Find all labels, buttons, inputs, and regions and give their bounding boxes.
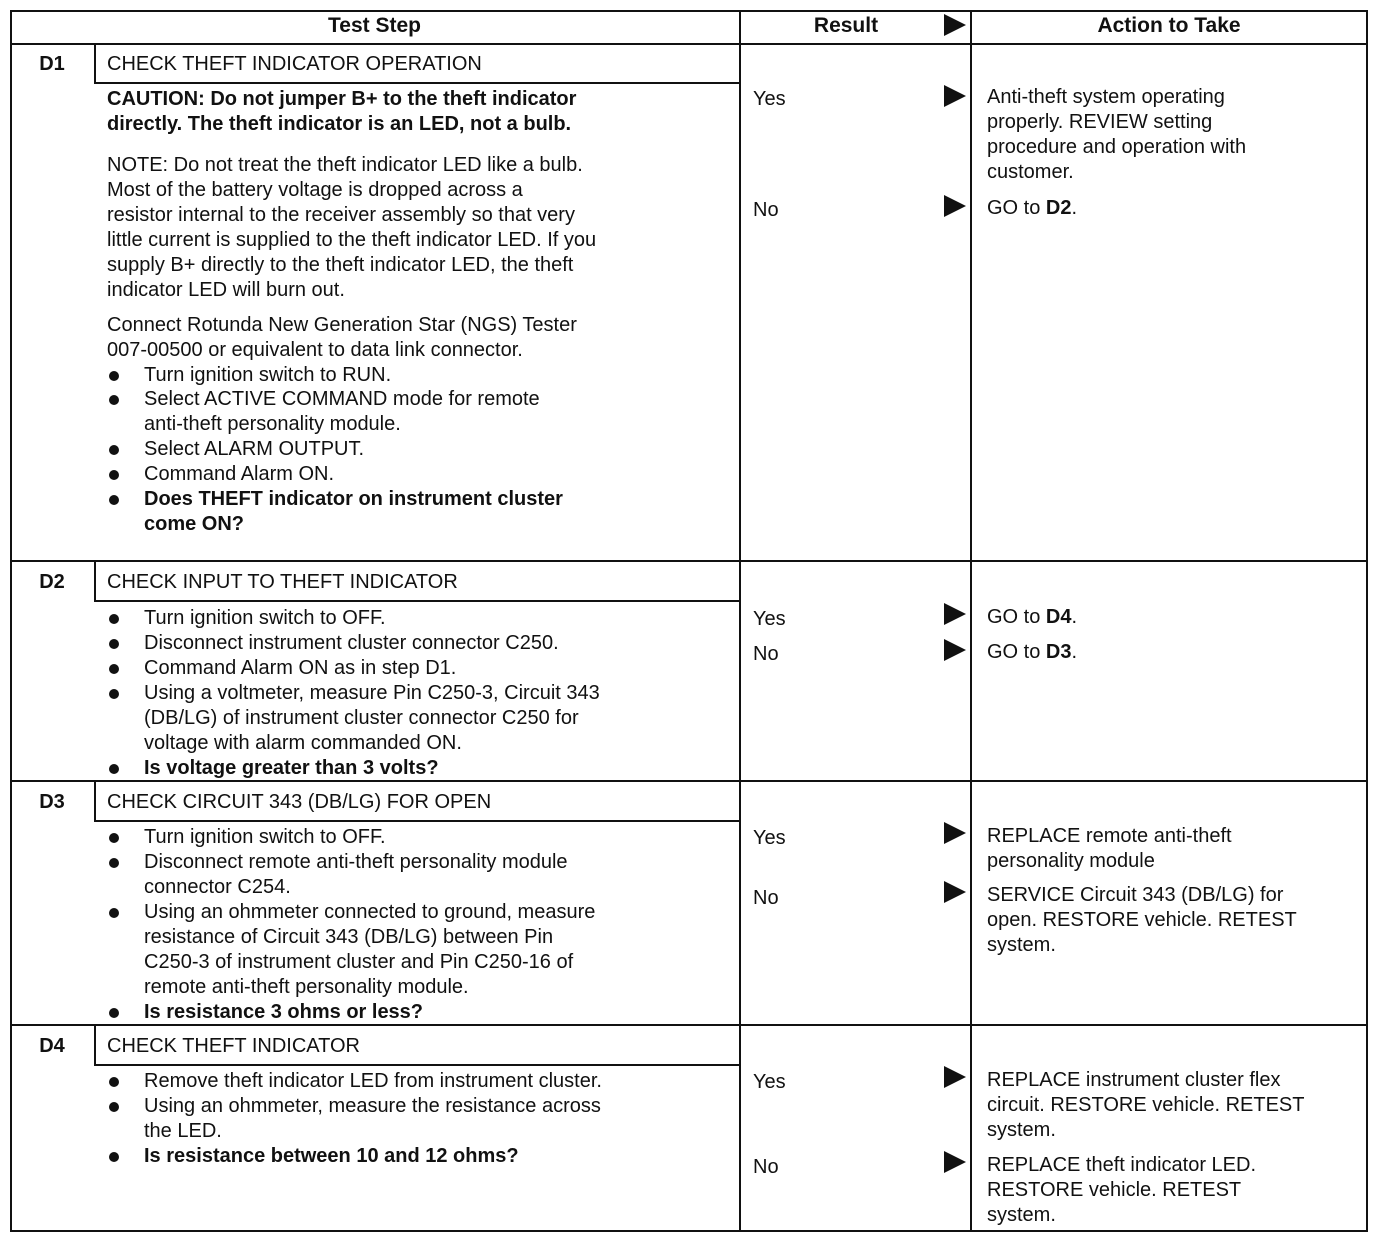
step-title: CHECK THEFT INDICATOR: [107, 1035, 360, 1057]
note-line: NOTE: Do not treat the theft indicator LED like a bulb.: [107, 154, 583, 176]
bullet-icon: [107, 764, 121, 778]
intro-line: 007-00500 or equivalent to data link connector.: [107, 339, 523, 361]
bullet-icon: [107, 1077, 121, 1091]
header-arrow-icon: [944, 14, 966, 36]
bullet-text: remote anti-theft personality module.: [144, 976, 469, 998]
bullet-text: the LED.: [144, 1120, 222, 1142]
bullet-text: voltage with alarm commanded ON.: [144, 732, 462, 754]
action-line: REPLACE instrument cluster flex: [987, 1069, 1281, 1091]
action-line: [987, 605, 1077, 630]
action-line: [987, 640, 1077, 665]
action-line: system.: [987, 934, 1056, 956]
bullet-text: Command Alarm ON as in step D1.: [144, 657, 457, 679]
bullet-question: Is resistance 3 ohms or less?: [144, 1001, 424, 1023]
bullet-icon: [107, 639, 121, 653]
result-yes: Yes: [753, 827, 786, 849]
arrow-icon: [944, 1066, 966, 1088]
table-border-top: [10, 10, 1368, 12]
arrow-icon: [944, 822, 966, 844]
intro-line: Connect Rotunda New Generation Star (NGS) Tester: [107, 314, 577, 336]
step-id-divider-d4: [94, 1025, 96, 1066]
action-suffix: .: [1071, 606, 1078, 628]
bullet-icon: [107, 664, 121, 678]
action-prefix: GO to: [987, 606, 1046, 628]
bullet-text: connector C254.: [144, 876, 291, 898]
action-line: REPLACE remote anti-theft: [987, 825, 1232, 847]
bullet-question: Is resistance between 10 and 12 ohms?: [144, 1145, 519, 1167]
result-yes: Yes: [753, 88, 786, 110]
bullet-text: C250-3 of instrument cluster and Pin C250-16 of: [144, 951, 574, 973]
title-divider-d2: [94, 600, 740, 602]
title-divider-d3: [94, 820, 740, 822]
table-border-bottom: [10, 1230, 1368, 1232]
step-id: D1: [39, 53, 65, 75]
bullet-text: anti-theft personality module.: [144, 413, 401, 435]
bullet-text: (DB/LG) of instrument cluster connector C250 for: [144, 707, 579, 729]
bullet-text: Using a voltmeter, measure Pin C250-3, Circuit 343: [144, 682, 600, 704]
action-line: system.: [987, 1204, 1056, 1226]
note-line: indicator LED will burn out.: [107, 279, 345, 301]
bullet-text: Disconnect remote anti-theft personality module: [144, 851, 568, 873]
bullet-text: Turn ignition switch to OFF.: [144, 607, 386, 629]
action-prefix: GO to: [987, 641, 1046, 663]
bullet-icon: [107, 1008, 121, 1022]
bullet-icon: [107, 395, 121, 409]
bullet-text: Select ACTIVE COMMAND mode for remote: [144, 388, 540, 410]
arrow-icon: [944, 195, 966, 217]
action-line: circuit. RESTORE vehicle. RETEST: [987, 1094, 1305, 1116]
row-divider-d1: [10, 560, 1368, 562]
bullet-icon: [107, 858, 121, 872]
bullet-text: Turn ignition switch to OFF.: [144, 826, 386, 848]
note-line: little current is supplied to the theft indicator LED. If you: [107, 229, 597, 251]
note-line: Most of the battery voltage is dropped across a: [107, 179, 523, 201]
action-step-ref: D4: [1045, 606, 1072, 628]
bullet-icon: [107, 1102, 121, 1116]
result-yes: Yes: [753, 1071, 786, 1093]
action-line: customer.: [987, 161, 1074, 183]
column-divider-result: [970, 10, 972, 1232]
action-line: properly. REVIEW setting: [987, 111, 1213, 133]
step-id: D3: [39, 791, 65, 813]
action-step-ref: D2: [1045, 197, 1072, 219]
arrow-icon: [944, 639, 966, 661]
result-no: No: [753, 199, 779, 221]
result-no: No: [753, 887, 779, 909]
bullet-question: Is voltage greater than 3 volts?: [144, 757, 439, 779]
result-no: No: [753, 643, 779, 665]
step-title: CHECK THEFT INDICATOR OPERATION: [107, 53, 482, 75]
column-divider-step: [739, 10, 741, 1232]
arrow-icon: [944, 603, 966, 625]
header-test-step: Test Step: [328, 14, 421, 37]
bullet-icon: [107, 689, 121, 703]
bullet-question: come ON?: [144, 513, 245, 535]
header-divider: [10, 43, 1368, 45]
action-line: SERVICE Circuit 343 (DB/LG) for: [987, 884, 1284, 906]
caution-line: directly. The theft indicator is an LED, not a bulb.: [107, 113, 572, 135]
bullet-text: Command Alarm ON.: [144, 463, 335, 485]
action-line: procedure and operation with: [987, 136, 1247, 158]
action-line: [987, 196, 1077, 221]
note-line: supply B+ directly to the theft indicator LED, the theft: [107, 254, 574, 276]
result-no: No: [753, 1156, 779, 1178]
bullet-text: Select ALARM OUTPUT.: [144, 438, 365, 460]
action-suffix: .: [1071, 641, 1078, 663]
bullet-text: Remove theft indicator LED from instrument cluster.: [144, 1070, 602, 1092]
bullet-question: Does THEFT indicator on instrument cluster: [144, 488, 563, 510]
action-line: RESTORE vehicle. RETEST: [987, 1179, 1242, 1201]
bullet-icon: [107, 1152, 121, 1166]
bullet-icon: [107, 908, 121, 922]
step-id-divider-d2: [94, 561, 96, 602]
header-action: Action to Take: [1097, 14, 1241, 37]
action-line: system.: [987, 1119, 1056, 1141]
action-line: open. RESTORE vehicle. RETEST: [987, 909, 1297, 931]
action-line: REPLACE theft indicator LED.: [987, 1154, 1257, 1176]
result-yes: Yes: [753, 608, 786, 630]
title-divider-d4: [94, 1064, 740, 1066]
bullet-text: Using an ohmmeter, measure the resistance across: [144, 1095, 601, 1117]
bullet-icon: [107, 833, 121, 847]
arrow-icon: [944, 1151, 966, 1173]
step-title: CHECK CIRCUIT 343 (DB/LG) FOR OPEN: [107, 791, 492, 813]
action-prefix: GO to: [987, 197, 1046, 219]
bullet-icon: [107, 371, 121, 385]
arrow-icon: [944, 85, 966, 107]
diagnostic-table: [10, 10, 1368, 1232]
step-title: CHECK INPUT TO THEFT INDICATOR: [107, 571, 458, 593]
bullet-icon: [107, 614, 121, 628]
caution-line: CAUTION: Do not jumper B+ to the theft indicator: [107, 88, 577, 110]
action-step-ref: D3: [1045, 641, 1072, 663]
action-line: Anti-theft system operating: [987, 86, 1225, 108]
bullet-text: Disconnect instrument cluster connector C250.: [144, 632, 559, 654]
bullet-icon: [107, 495, 121, 509]
step-id-divider-d3: [94, 781, 96, 822]
action-suffix: .: [1071, 197, 1078, 219]
title-divider-d1: [94, 82, 740, 84]
bullet-icon: [107, 445, 121, 459]
header-result: Result: [813, 14, 879, 37]
bullet-text: Using an ohmmeter connected to ground, measure: [144, 901, 596, 923]
step-id: D4: [39, 1035, 65, 1057]
bullet-icon: [107, 470, 121, 484]
table-border-right: [1366, 10, 1368, 1232]
bullet-text: Turn ignition switch to RUN.: [144, 364, 392, 386]
arrow-icon: [944, 881, 966, 903]
step-id-divider-d1: [94, 43, 96, 84]
bullet-text: resistance of Circuit 343 (DB/LG) between Pin: [144, 926, 554, 948]
action-line: personality module: [987, 850, 1155, 872]
step-id: D2: [39, 571, 65, 593]
note-line: resistor internal to the receiver assembly so that very: [107, 204, 575, 226]
